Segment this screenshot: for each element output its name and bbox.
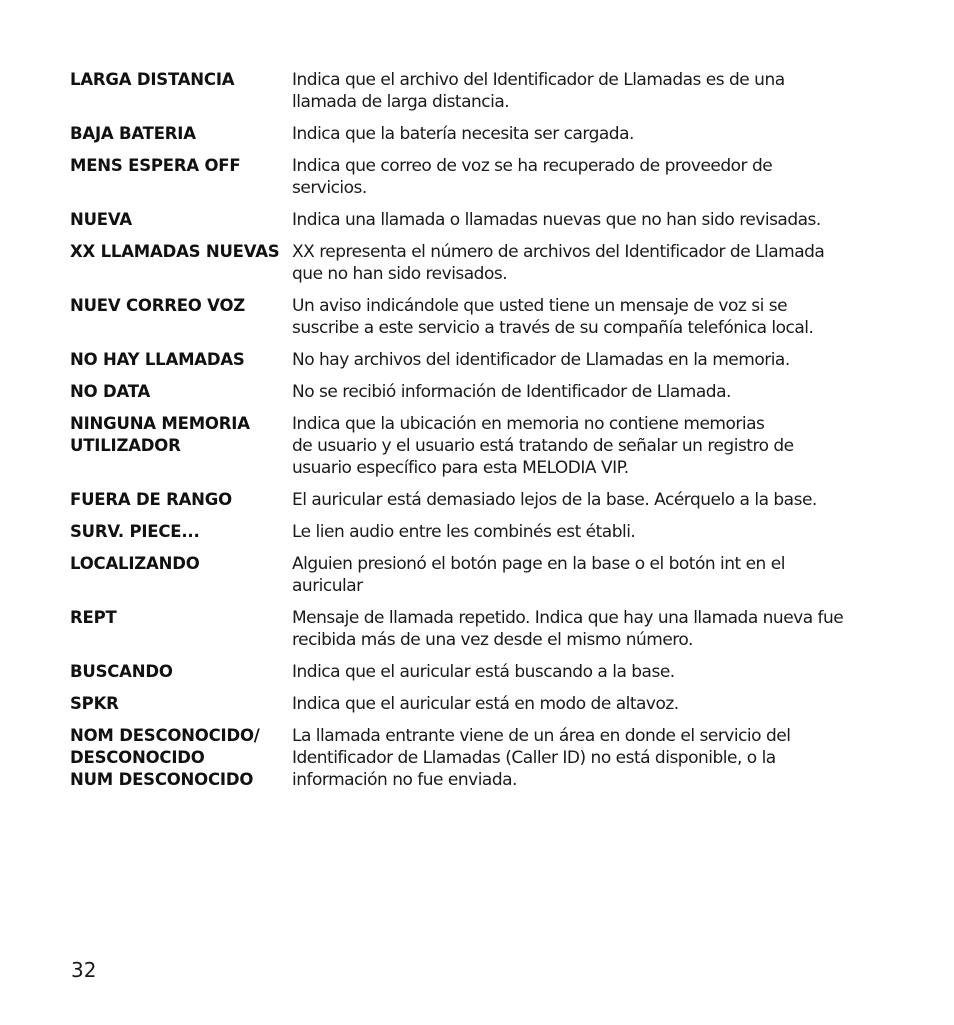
entry-term: FUERA DE RANGO [70, 490, 232, 509]
glossary-entry [70, 69, 890, 113]
entry-term: NOM DESCONOCIDO/ DESCONOCIDO NUM DESCONOCIDO [70, 726, 260, 789]
entry-definition: El auricular está demasiado lejos de la base. Acérquelo a la base. [292, 490, 817, 510]
entry-definition: Le lien audio entre les combinés est établi. [292, 522, 636, 542]
entry-definition: XX representa el número de archivos del Identificador de Llamada que no han sido revisados. [292, 242, 825, 284]
entry-definition: Indica que el auricular está buscando a la base. [292, 662, 675, 682]
glossary-entry [70, 381, 890, 403]
entry-definition: Un aviso indicándole que usted tiene un mensaje de voz si se suscribe a este servicio a través de su compañía telefónica local. [292, 296, 814, 338]
entry-term: BAJA BATERIA [70, 124, 196, 143]
glossary-entry [70, 241, 890, 285]
entry-definition: Indica una llamada o llamadas nuevas que no han sido revisadas. [292, 210, 821, 230]
entry-term: NO HAY LLAMADAS [70, 350, 245, 369]
entry-definition: Indica que correo de voz se ha recuperado de proveedor de servicios. [292, 156, 773, 198]
glossary-entry [70, 155, 890, 199]
glossary-entry [70, 295, 890, 339]
entry-term: LOCALIZANDO [70, 554, 200, 573]
entry-definition: Mensaje de llamada repetido. Indica que hay una llamada nueva fue recibida más de una vez desde el mismo número. [292, 608, 844, 650]
entry-term: NUEVA [70, 210, 132, 229]
entry-term: LARGA DISTANCIA [70, 70, 235, 89]
glossary-entry [70, 209, 890, 231]
entry-definition: La llamada entrante viene de un área en donde el servicio del Identificador de Llamadas (Caller ID) no está disponible, o la información no fue enviada. [292, 726, 791, 790]
entry-definition: Indica que el archivo del Identificador de Llamadas es de una llamada de larga distancia. [292, 70, 785, 112]
page-number: 32 [71, 958, 97, 982]
entry-definition: No se recibió información de Identificador de Llamada. [292, 382, 731, 402]
glossary-entry [70, 413, 890, 479]
glossary-entry [70, 349, 890, 371]
entry-term: NUEV CORREO VOZ [70, 296, 246, 315]
glossary-entry [70, 553, 890, 597]
entry-term: REPT [70, 608, 117, 627]
entry-definition: No hay archivos del identificador de Llamadas en la memoria. [292, 350, 790, 370]
glossary-entry [70, 693, 890, 715]
entry-term: MENS ESPERA OFF [70, 156, 241, 175]
entry-term: NINGUNA MEMORIA UTILIZADOR [70, 414, 250, 455]
entry-definition: Alguien presionó el botón page en la base o el botón int en el auricular [292, 554, 785, 596]
entry-definition: Indica que la batería necesita ser cargada. [292, 124, 634, 144]
entry-definition: Indica que la ubicación en memoria no contiene memorias de usuario y el usuario está tratando de señalar un registro de usuario específico para esta MELODIA VIP. [292, 414, 794, 478]
glossary-entry [70, 123, 890, 145]
glossary-entry [70, 521, 890, 543]
glossary-entry [70, 725, 890, 791]
entry-term: BUSCANDO [70, 662, 173, 681]
entry-definition: Indica que el auricular está en modo de altavoz. [292, 694, 679, 714]
entry-term: SPKR [70, 694, 119, 713]
glossary-entry [70, 661, 890, 683]
entry-term: SURV. PIECE... [70, 522, 200, 541]
entry-term: NO DATA [70, 382, 151, 401]
glossary-entry [70, 489, 890, 511]
entry-term: XX LLAMADAS NUEVAS [70, 242, 280, 261]
display-message-glossary [70, 69, 890, 801]
glossary-entry [70, 607, 890, 651]
